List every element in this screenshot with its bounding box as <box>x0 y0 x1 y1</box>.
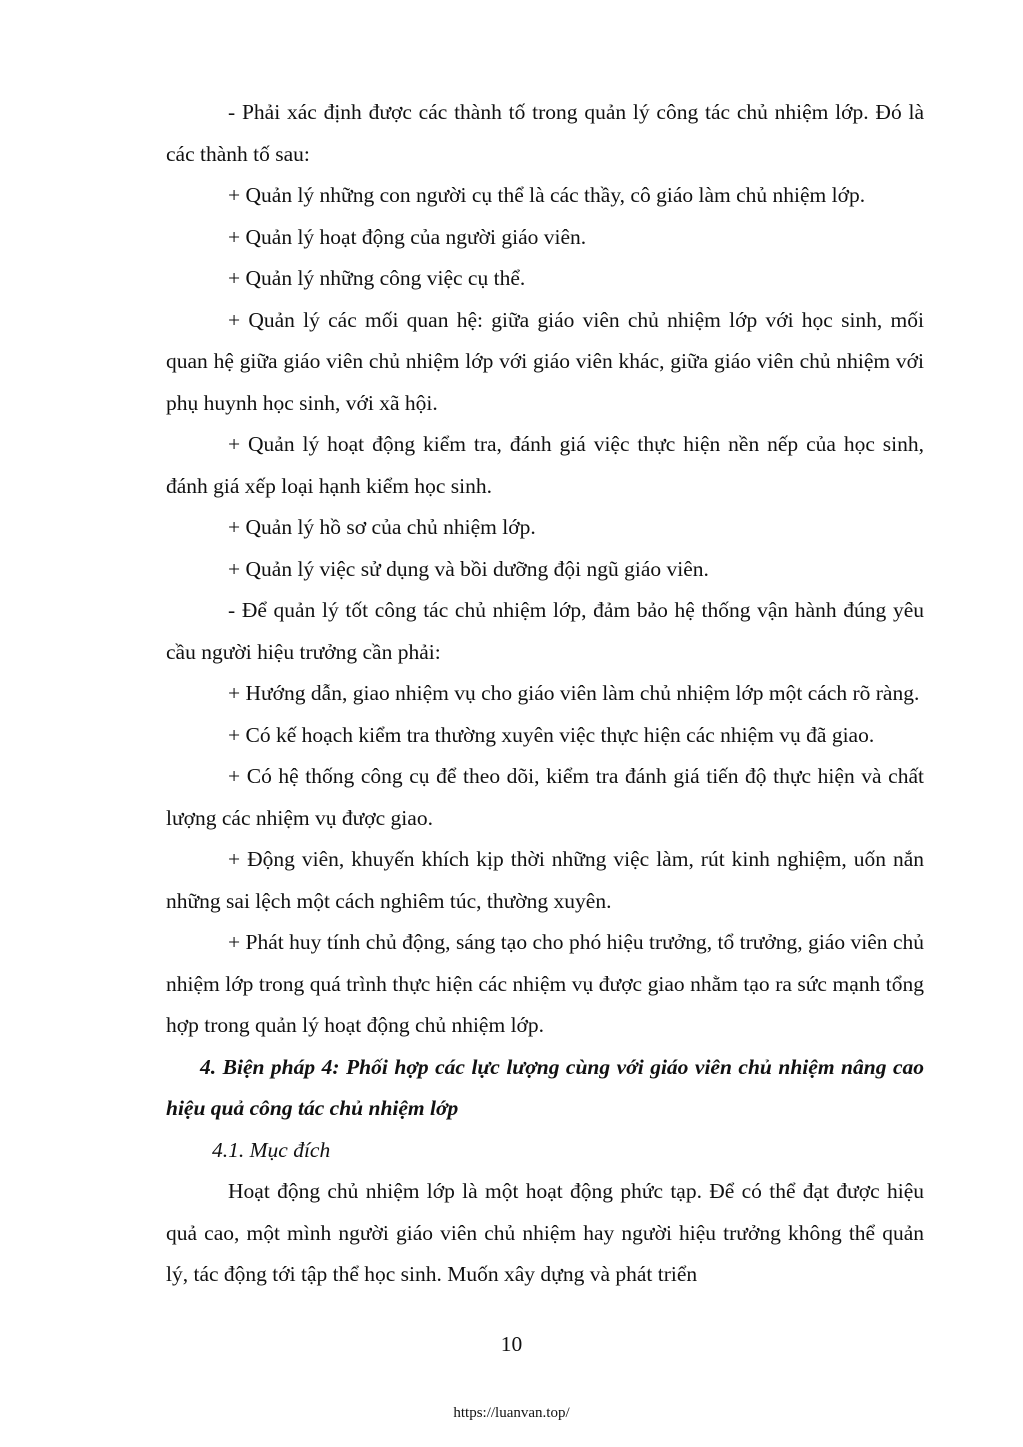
paragraph-6: + Quản lý hoạt động kiểm tra, đánh giá việc thực hiện nền nếp của học sinh, đánh giá xếp loại hạnh kiểm học sinh. <box>166 432 924 498</box>
paragraph-12: + Có hệ thống công cụ để theo dõi, kiểm tra đánh giá tiến độ thực hiện và chất lượng các nhiệm vụ được giao. <box>166 764 924 830</box>
section-heading: 4. Biện pháp 4: Phối hợp các lực lượng cùng với giáo viên chủ nhiệm nâng cao hiệu quả công tác chủ nhiệm lớp <box>166 1054 924 1120</box>
paragraph-3: + Quản lý hoạt động của người giáo viên. <box>228 224 587 249</box>
body-text <box>166 92 924 1296</box>
paragraph-1: - Phải xác định được các thành tố trong quản lý công tác chủ nhiệm lớp. Đó là các thành tố sau: <box>166 100 924 166</box>
paragraph-17: Hoạt động chủ nhiệm lớp là một hoạt động phức tạp. Để có thể đạt được hiệu quả cao, một mình người giáo viên chủ nhiệm hay người hiệu trưởng không thể quản lý, tác động tới tập thể học sinh. Muốn xây dựng và phát triển <box>166 1179 924 1286</box>
paragraph-9: - Để quản lý tốt công tác chủ nhiệm lớp, đảm bảo hệ thống vận hành đúng yêu cầu người hiệu trưởng cần phải: <box>166 598 924 664</box>
paragraph-5: + Quản lý các mối quan hệ: giữa giáo viên chủ nhiệm lớp với học sinh, mối quan hệ giữa giáo viên chủ nhiệm lớp với giáo viên khác, giữa giáo viên chủ nhiệm với phụ huynh học sinh, với xã hội. <box>166 307 924 415</box>
paragraph-2: + Quản lý những con người cụ thể là các thầy, cô giáo làm chủ nhiệm lớp. <box>228 183 866 207</box>
paragraph-7: + Quản lý hồ sơ của chủ nhiệm lớp. <box>228 515 536 539</box>
paragraph-8: + Quản lý việc sử dụng và bồi dưỡng đội ngũ giáo viên. <box>228 556 709 581</box>
paragraph-13: + Động viên, khuyến khích kịp thời những việc làm, rút kinh nghiệm, uốn nắn những sai lệch một cách nghiêm túc, thường xuyên. <box>166 847 924 913</box>
paragraph-10: + Hướng dẫn, giao nhiệm vụ cho giáo viên làm chủ nhiệm lớp một cách rõ ràng. <box>228 681 920 705</box>
page-number: 10 <box>500 1332 523 1356</box>
subsection-heading: 4.1. Mục đích <box>212 1137 331 1162</box>
paragraph-4: + Quản lý những công việc cụ thể. <box>228 266 526 290</box>
paragraph-11: + Có kế hoạch kiểm tra thường xuyên việc thực hiện các nhiệm vụ đã giao. <box>228 722 875 747</box>
paragraph-14: + Phát huy tính chủ động, sáng tạo cho phó hiệu trưởng, tổ trưởng, giáo viên chủ nhiệm lớp trong quá trình thực hiện các nhiệm vụ được giao nhằm tạo ra sức mạnh tổng hợp trong quản lý hoạt động chủ nhiệm lớp. <box>166 930 924 1037</box>
footer-url[interactable]: https://luanvan.top/ <box>453 1405 570 1421</box>
